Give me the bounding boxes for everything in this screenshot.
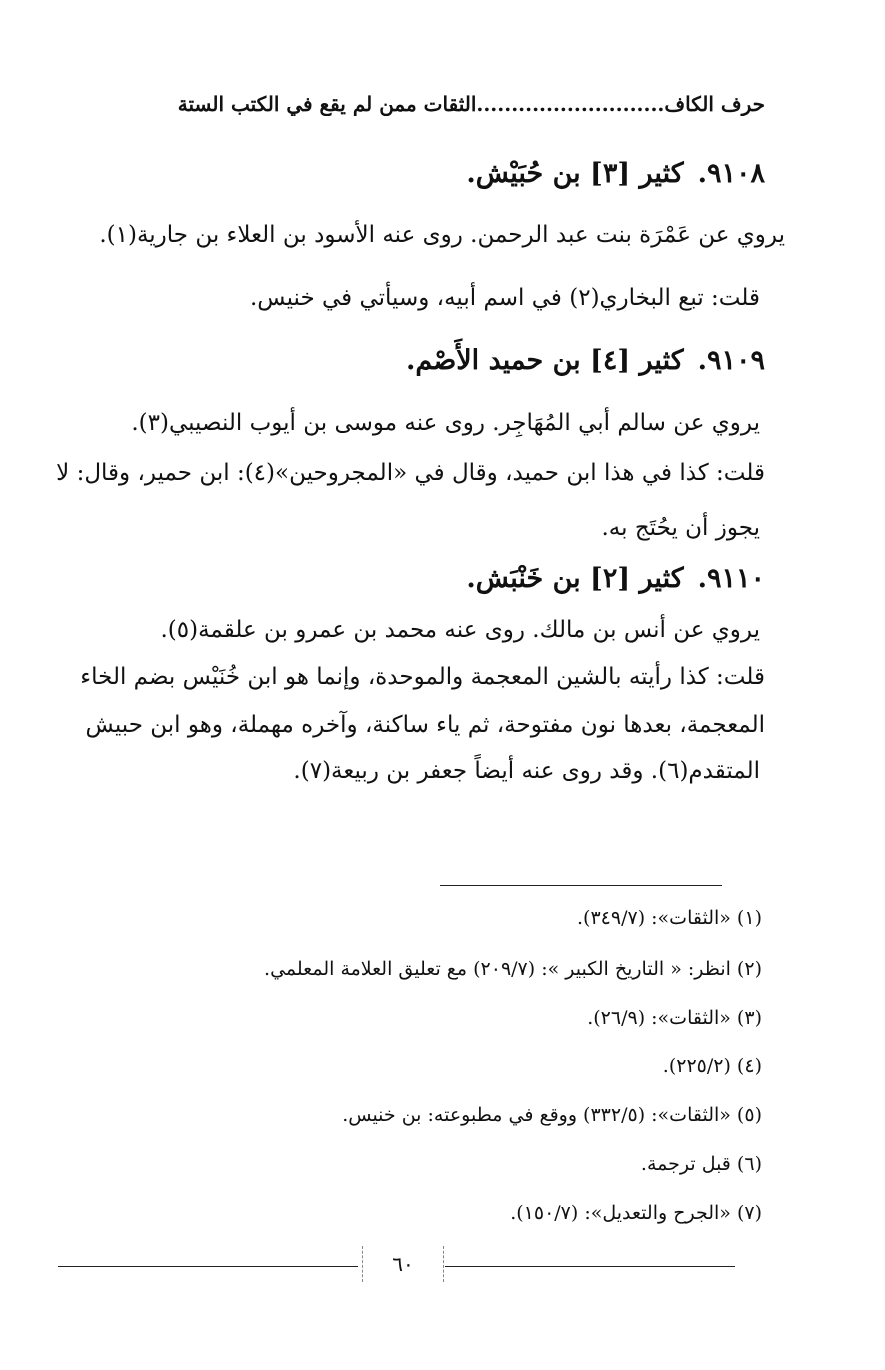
entry-name: كثير [٤] بن حميد الأَصْم. [405, 345, 684, 376]
footer-rule-left [58, 1266, 358, 1267]
entry-title-9110 [466, 563, 765, 594]
page-number: ٦٠ [362, 1246, 444, 1282]
footnote-4: (٤) (٢٢٥/٢). [662, 1055, 762, 1077]
entry-number: ٩١١٠. [697, 563, 765, 594]
entry-text-line: المتقدم(٦). وقد روى عنه أيضاً جعفر بن ربيعة(٧). [293, 758, 760, 784]
entry-name: كثير [٣] بن حُبَيْش. [466, 158, 684, 189]
footnote-3: (٣) «الثقات»: (٢٦/٩). [587, 1007, 762, 1029]
footnote-1: (١) «الثقات»: (٣٤٩/٧). [577, 907, 762, 929]
entry-title-9108 [466, 158, 765, 189]
entry-text-line: يروي عن سالم أبي المُهَاجِر. روى عنه موسى بن أيوب النصيبي(٣). [131, 410, 760, 436]
footnote-2: (٢) انظر: « التاريخ الكبير »: (٢٠٩/٧) مع تعليق العلامة المعلمي. [264, 958, 762, 980]
entry-text-line: المعجمة، بعدها نون مفتوحة، ثم ياء ساكنة، وآخره مهملة، وهو ابن حبيش [85, 712, 765, 738]
running-header: حرف الكاف...........................الثقات ممن لم يقع في الكتب الستة [177, 92, 765, 116]
footer-rule-right [445, 1266, 735, 1267]
entry-number: ٩١٠٨. [697, 158, 765, 189]
entry-text-line: قلت: كذا في هذا ابن حميد، وقال في «المجروحين»(٤): ابن حمير، وقال: لا [56, 460, 765, 486]
entry-number: ٩١٠٩. [697, 345, 765, 376]
entry-text-line: قلت: كذا رأيته بالشين المعجمة والموحدة، وإنما هو ابن خُنَيْس بضم الخاء [80, 664, 765, 690]
footnote-5: (٥) «الثقات»: (٣٣٢/٥) ووقع في مطبوعته: بن خنيس. [342, 1104, 762, 1126]
entry-text-line: يروي عن أنس بن مالك. روى عنه محمد بن عمرو بن علقمة(٥). [160, 617, 760, 643]
entry-name: كثير [٢] بن خَنْبَش. [466, 563, 684, 594]
entry-text-line: يروي عن عَمْرَة بنت عبد الرحمن. روى عنه الأسود بن العلاء بن جارية(١). [99, 222, 785, 248]
footnote-7: (٧) «الجرح والتعديل»: (١٥٠/٧). [510, 1202, 762, 1224]
entry-text-line: قلت: تبع البخاري(٢) في اسم أبيه، وسيأتي في خنيس. [249, 285, 760, 311]
entry-text-line: يجوز أن يحُتَج به. [601, 515, 760, 541]
footnote-separator [440, 885, 722, 886]
entry-title-9109 [406, 345, 765, 376]
footnote-6: (٦) قبل ترجمة. [640, 1153, 762, 1175]
